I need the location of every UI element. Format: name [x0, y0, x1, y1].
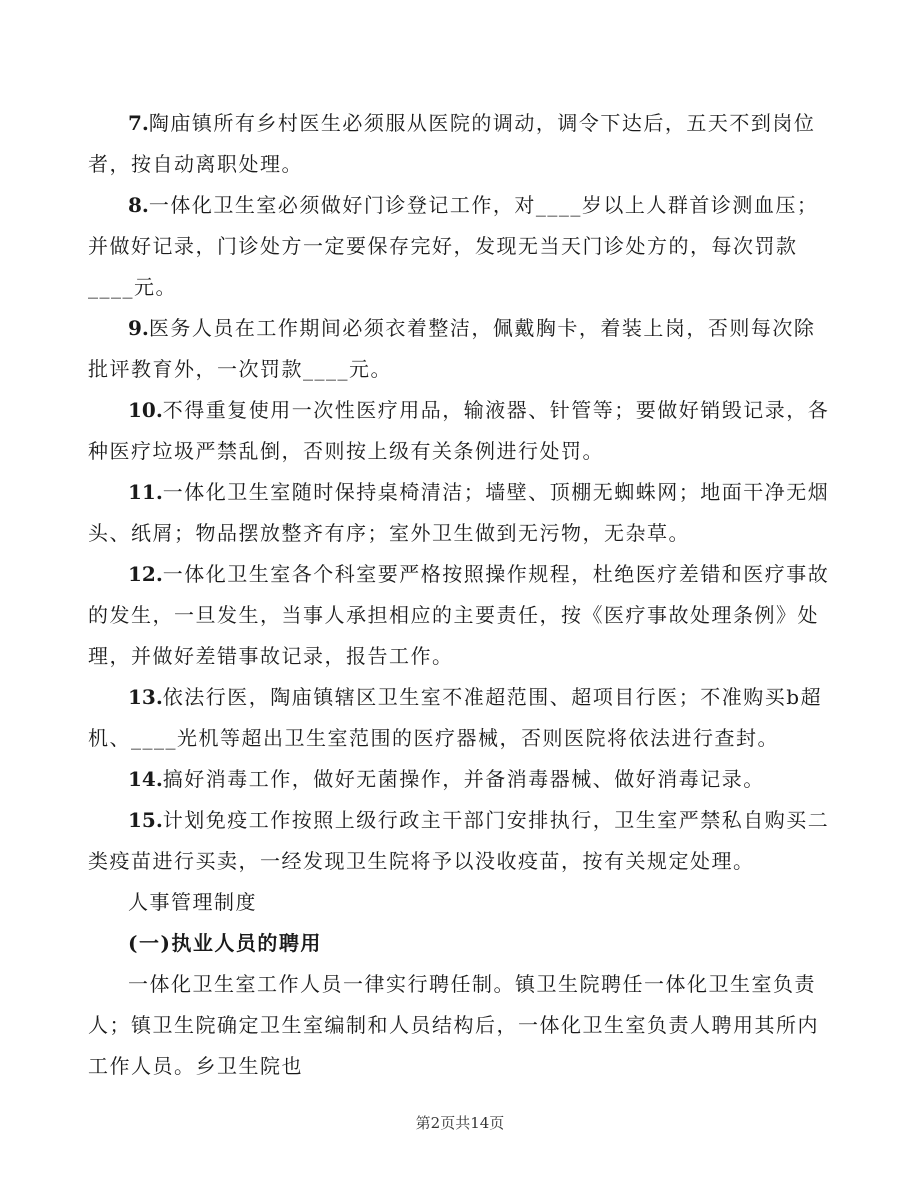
clause-number: 10. [128, 398, 163, 422]
clause-text: 医务人员在工作期间必须衣着整洁，佩戴胸卡，着装上岗，否则每次除批评教育外，一次罚款____元。 [88, 316, 816, 381]
clause-number: 13. [128, 685, 163, 709]
clause-10 [88, 390, 833, 472]
clause-text: 搞好消毒工作，做好无菌操作，并备消毒器械、做好消毒记录。 [162, 767, 765, 791]
clause-14 [88, 759, 833, 800]
clause-11 [88, 472, 833, 554]
clause-text: 一体化卫生室必须做好门诊登记工作，对____岁以上人群首诊测血压；并做好记录，门诊处方一定要保存完好，发现无当天门诊处方的，每次罚款____元。 [88, 193, 819, 299]
clause-13 [88, 677, 833, 759]
clause-text: 一体化卫生室各个科室要严格按照操作规程，杜绝医疗差错和医疗事故的发生，一旦发生，当事人承担相应的主要责任，按《医疗事故处理条例》处理，并做好差错事故记录，报告工作。 [88, 562, 830, 668]
clause-7 [88, 103, 833, 185]
clause-number: 12. [128, 562, 163, 586]
clause-text: 计划免疫工作按照上级行政主干部门安排执行，卫生室严禁私自购买二类疫苗进行买卖，一经发现卫生院将予以没收疫苗，按有关规定处理。 [88, 808, 830, 873]
clause-8 [88, 185, 833, 308]
clause-number: 15. [128, 808, 163, 832]
page-number-footer: 第2页共14页 [415, 1114, 505, 1132]
clause-text: 依法行医，陶庙镇辖区卫生室不准超范围、超项目行医；不准购买b超机、____光机等超出卫生室范围的医疗器械，否则医院将依法进行查封。 [88, 685, 823, 750]
clause-number: 8. [128, 193, 149, 217]
clause-number: 9. [128, 316, 149, 340]
body-paragraph: 一体化卫生室工作人员一律实行聘任制。镇卫生院聘任一体化卫生室负责人；镇卫生院确定卫生室编制和人员结构后，一体化卫生室负责人聘用其所内工作人员。乡卫生院也 [88, 972, 819, 1078]
clause-15 [88, 800, 833, 882]
clause-9 [88, 308, 833, 390]
clause-text: 陶庙镇所有乡村医生必须服从医院的调动，调令下达后，五天不到岗位者，按自动离职处理。 [88, 111, 816, 176]
clause-number: 7. [128, 111, 149, 135]
clause-12 [88, 554, 833, 677]
clause-text: 不得重复使用一次性医疗用品，输液器、针管等；要做好销毁记录，各种医疗垃圾严禁乱倒，否则按上级有关条例进行处罚。 [88, 398, 830, 463]
clause-text: 一体化卫生室随时保持桌椅清洁；墙壁、顶棚无蜘蛛网；地面干净无烟头、纸屑；物品摆放整齐有序；室外卫生做到无污物，无杂草。 [88, 480, 830, 545]
subsection-title: (一)执业人员的聘用 [128, 931, 322, 955]
document-body [88, 103, 833, 1087]
section-title: 人事管理制度 [128, 890, 257, 914]
clause-number: 11. [128, 480, 163, 504]
clause-number: 14. [128, 767, 163, 791]
